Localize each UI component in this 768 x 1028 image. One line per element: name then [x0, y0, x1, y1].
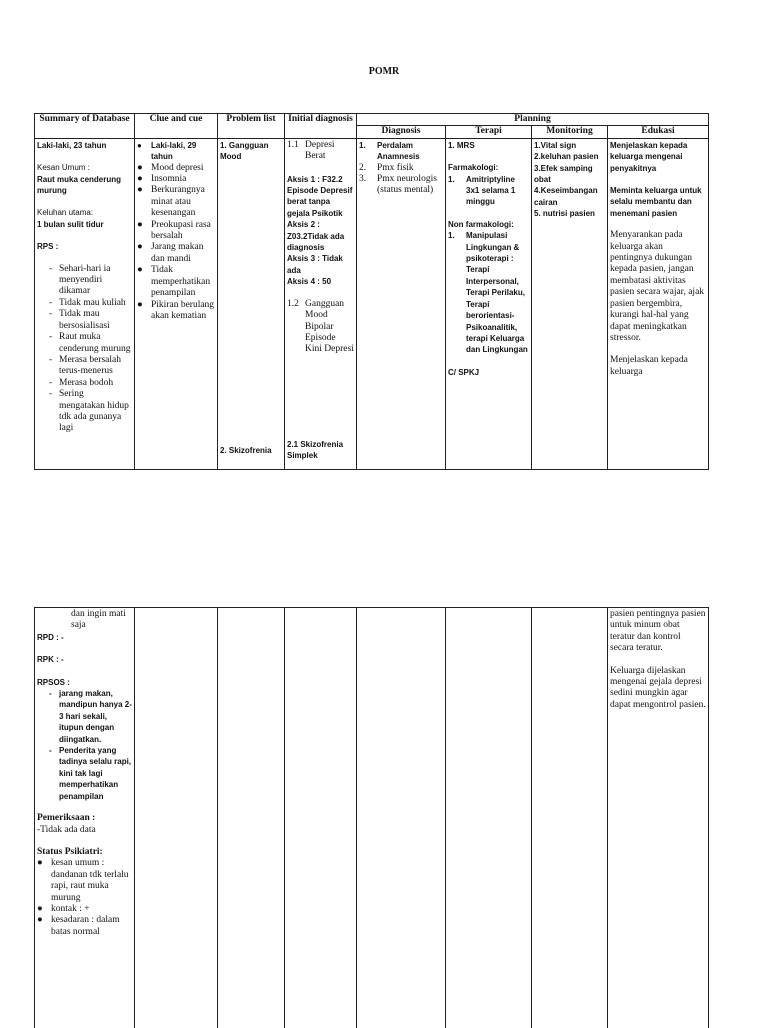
edukasi-cell — [608, 138, 709, 469]
header-planning: Planning — [357, 114, 709, 126]
edukasi-item: pasien pentingnya pasien untuk minum obat teratur dan kontrol secara teratur. — [610, 609, 706, 654]
aksis-4: Aksis 4 : 50 — [287, 277, 332, 287]
rps-item: - Sehari-hari ia menyendiri dikamar — [49, 263, 111, 297]
edukasi-item: Menjelaskan kepada keluarga mengenai penyakitnya — [610, 140, 688, 173]
rpk: RPK : - — [37, 655, 64, 665]
edukasi-cell-continued — [608, 608, 709, 1028]
edukasi-item: Meminta keluarga untuk selalu membantu dan menemani pasien — [610, 186, 702, 218]
spkj-referral: C/ SPKJ — [448, 367, 480, 377]
non-farmakologi-item: 1. Manipulasi Lingkungan & psikoterapi : Terapi Interpersonal, Terapi Perilaku, Terapi berorientasi-Psikoanalitik, terapi Keluarga dan Lingkungan — [448, 231, 528, 355]
monitoring-item: 1.Vital sign — [534, 140, 577, 150]
header-diagnosis: Diagnosis — [357, 126, 446, 138]
summary-cell — [35, 138, 135, 469]
terapi-cell — [446, 138, 532, 469]
problem-cell — [218, 138, 285, 469]
status-psikiatri-label: Status Psikiatri: — [37, 846, 103, 857]
clue-cell — [135, 138, 218, 469]
problem-cell-continued — [218, 608, 285, 1028]
planning-diagnosis-cell-continued — [357, 608, 446, 1028]
edukasi-item: Keluarga dijelaskan mengenai gejala depresi sedini mungkin agar dapat mengontrol pasien. — [610, 665, 706, 710]
diagnosis-1-1: 1.1 Depresi Berat — [287, 139, 335, 162]
header-summary: Summary of Database — [35, 114, 135, 139]
initial-diagnosis-cell-continued — [285, 608, 357, 1028]
edukasi-item: Menjelaskan kepada keluarga — [610, 355, 688, 377]
terapi-mrs: 1. MRS — [448, 140, 475, 150]
keluhan-utama-value: 1 bulan sulit tidur — [37, 219, 104, 229]
kesan-umum-label: Kesan Umum : — [37, 163, 90, 173]
header-clue: Clue and cue — [135, 114, 218, 139]
aksis-1: Aksis 1 : F32.2 Episode Depresif berat tanpa gejala Psikotik — [287, 174, 353, 218]
initial-diagnosis-cell — [285, 138, 357, 469]
status-psikiatri-item: ● kesan umum : dandanan tdk terlalu rapi, raut muka murung — [37, 858, 129, 903]
monitoring-cell-continued — [532, 608, 608, 1028]
keluhan-utama-label: Keluhan utama: — [37, 208, 94, 218]
clue-cell-continued — [135, 608, 218, 1028]
planning-diagnosis-item: 2. Pmx fisik — [359, 162, 414, 173]
pomr-table-page1 — [34, 113, 709, 470]
kesan-umum-value: Raut muka cenderung murung — [37, 174, 122, 196]
rpsos-item: - Penderita yang tadinya selalu rapi, kini tak lagi memperhatikan penampilan — [49, 746, 132, 801]
rps-item: - Sering mengatakan hidup tdk ada gunanya lagi — [49, 389, 129, 434]
header-problem: Problem list — [218, 114, 285, 139]
clue-item: ● Jarang makan dan mandi — [137, 242, 204, 264]
terapi-cell-continued — [446, 608, 532, 1028]
page-title: POMR — [368, 66, 400, 77]
rps-label: RPS : — [37, 242, 59, 252]
header-monitoring: Monitoring — [532, 126, 608, 138]
diagnosis-1-2: 1.2 Gangguan Mood Bipolar Episode Kini Depresi — [287, 298, 354, 355]
rpd: RPD : - — [37, 632, 64, 642]
farmakologi-item: 1. Amitriptyline 3x1 selama 1 minggu — [448, 174, 516, 207]
non-farmakologi-label: Non farmakologi: — [448, 219, 514, 229]
patient-info: Laki-laki, 23 tahun — [37, 140, 107, 150]
rps-item: - Merasa bersalah terus-menerus — [49, 354, 121, 377]
rps-continuation: dan ingin mati saja — [71, 609, 126, 631]
planning-diagnosis-item: 3. Pmx neurologis (status mental) — [359, 174, 437, 196]
farmakologi-label: Farmakologi: — [448, 163, 499, 173]
monitoring-cell — [532, 138, 608, 469]
pomr-table-page2 — [34, 607, 709, 1028]
planning-diagnosis-item: 1. Perdalam Anamnesis — [359, 140, 420, 162]
monitoring-item: 3.Efek samping obat — [534, 163, 593, 185]
clue-item: ● Laki-laki, 29 tahun — [137, 140, 197, 162]
rps-item: - Tidak mau kuliah — [49, 297, 126, 308]
clue-item: ● Tidak memperhatikan penampilan — [137, 265, 211, 299]
monitoring-item: 4.Keseimbangan cairan — [534, 186, 598, 207]
rpsos-label: RPSOS : — [37, 677, 70, 687]
planning-diagnosis-cell — [357, 138, 446, 469]
problem-2: 2. Skizofrenia — [220, 445, 272, 455]
diagnosis-2-1: 2.1 Skizofrenia Simplek — [287, 439, 344, 461]
rps-item: - Tidak mau bersosialisasi — [49, 309, 110, 331]
clue-item: ● Berkurangnya minat atau kesenangan — [137, 185, 205, 219]
status-psikiatri-item: ● kontak : + — [37, 903, 90, 914]
header-terapi: Terapi — [446, 126, 532, 138]
header-edukasi: Edukasi — [608, 126, 709, 138]
pemeriksaan-label: Pemeriksaan : — [37, 813, 96, 824]
summary-cell-continued — [35, 608, 135, 1028]
pemeriksaan-value: -Tidak ada data — [37, 824, 96, 835]
aksis-2: Aksis 2 : Z03.2Tidak ada diagnosis — [287, 220, 345, 253]
rps-item: - Raut muka cenderung murung — [49, 332, 131, 354]
rpsos-item: - jarang makan, mandipun hanya 2-3 hari sekali, itupun dengan diingatkan. — [49, 689, 132, 744]
clue-item: ● Insomnia — [137, 174, 187, 185]
edukasi-item: Menyarankan pada keluarga akan pentingnya dukungan kepada pasien, jangan membatasi aktivitas pasien secara wajar, ajak pasien bergembira, kurangi hal-hal yang dapat meningkatkan stressor. — [610, 230, 705, 343]
header-initial-diagnosis: Initial diagnosis — [285, 114, 357, 139]
clue-item: ● Pikiran berulang akan kematian — [137, 299, 215, 321]
clue-item: ● Mood depresi — [137, 162, 204, 173]
monitoring-item: 5. nutrisi pasien — [534, 209, 595, 219]
monitoring-item: 2.keluhan pasien — [534, 152, 599, 162]
status-psikiatri-item: ● kesadaran : dalam batas normal — [37, 915, 120, 937]
rps-item: - Merasa bodoh — [49, 377, 114, 388]
aksis-3: Aksis 3 : Tidak ada — [287, 254, 343, 275]
clue-item: ● Preokupasi rasa bersalah — [137, 219, 211, 242]
problem-1: 1. Gangguan Mood — [220, 140, 269, 162]
